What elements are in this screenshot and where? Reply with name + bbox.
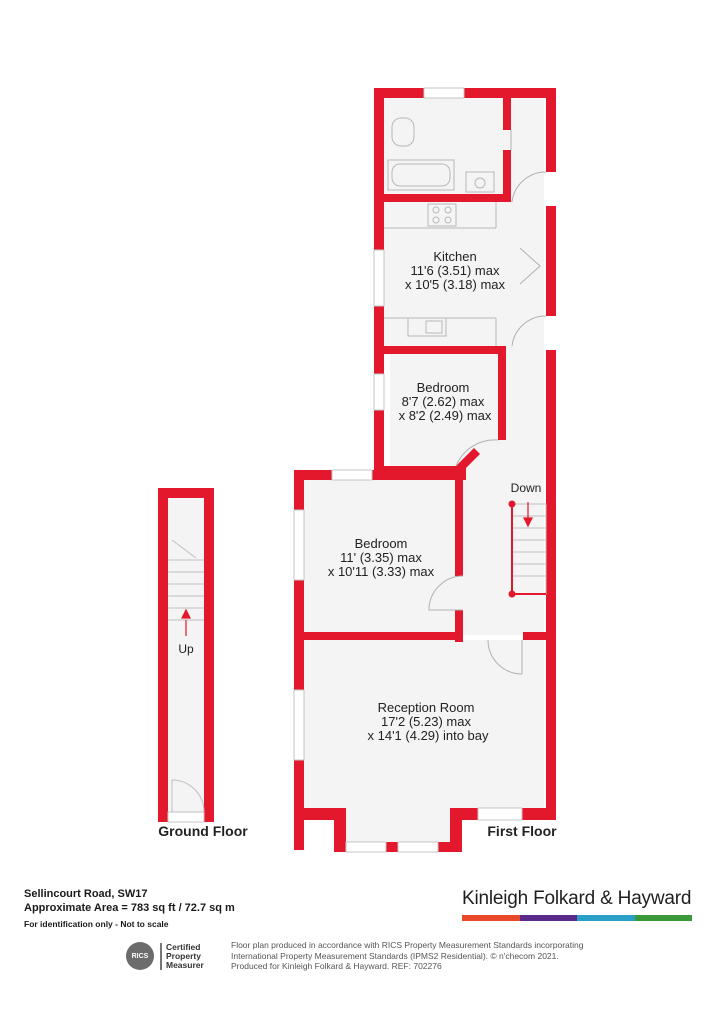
scale-note: For identification only - Not to scale: [24, 919, 169, 929]
brand-color-bar: [462, 915, 692, 921]
property-info: [24, 887, 235, 931]
first-floor-label: First Floor: [487, 823, 557, 839]
bedroom2-name: Bedroom: [354, 536, 408, 551]
rics-badge: [126, 940, 222, 972]
rics-line2: Property: [166, 950, 201, 961]
rics-line1: Certified: [166, 941, 201, 952]
bedroom2-dim2: x 10'11 (3.33) max: [327, 564, 435, 579]
rics-line3: Measurer: [166, 959, 204, 970]
brand-bar-3: [577, 915, 635, 921]
reception-dim1: 17'2 (5.23) max: [381, 714, 471, 729]
brand-bar-4: [635, 915, 693, 921]
disclaimer-line3: Produced for Kinleigh Folkard & Hayward. REF: 702276: [231, 961, 442, 971]
reception-dim2: x 14'1 (4.29) into bay: [367, 728, 489, 743]
ground-floor-label: Ground Floor: [158, 823, 248, 839]
rics-text: [160, 943, 204, 970]
rics-logo-icon: RICS: [126, 942, 154, 970]
kitchen-dim2: x 10'5 (3.18) max: [404, 277, 506, 292]
down-label: Down: [510, 481, 542, 495]
kitchen-dim1: 11'6 (3.51) max: [410, 263, 500, 278]
bedroom1-dim1: 8'7 (2.62) max: [401, 394, 485, 409]
disclaimer: [231, 940, 611, 972]
kitchen-name: Kitchen: [433, 249, 477, 264]
bedroom1-dim2: x 8'2 (2.49) max: [398, 408, 492, 423]
brand-bar-2: [520, 915, 578, 921]
address: Sellincourt Road, SW17: [24, 888, 148, 900]
disclaimer-line2: International Property Measurement Standards (IPMS2 Residential). © n'checom 2021.: [231, 950, 559, 961]
area: Approximate Area = 783 sq ft / 72.7 sq m: [24, 902, 235, 914]
up-label: Up: [178, 642, 194, 656]
disclaimer-line1: Floor plan produced in accordance with RICS Property Measurement Standards incorporating: [231, 940, 584, 950]
bedroom2-dim1: 11' (3.35) max: [340, 550, 422, 565]
reception-name: Reception Room: [377, 700, 475, 715]
bedroom1-name: Bedroom: [416, 380, 470, 395]
brand-bar-1: [462, 915, 520, 921]
agent-brand: Kinleigh Folkard & Hayward: [462, 888, 692, 909]
